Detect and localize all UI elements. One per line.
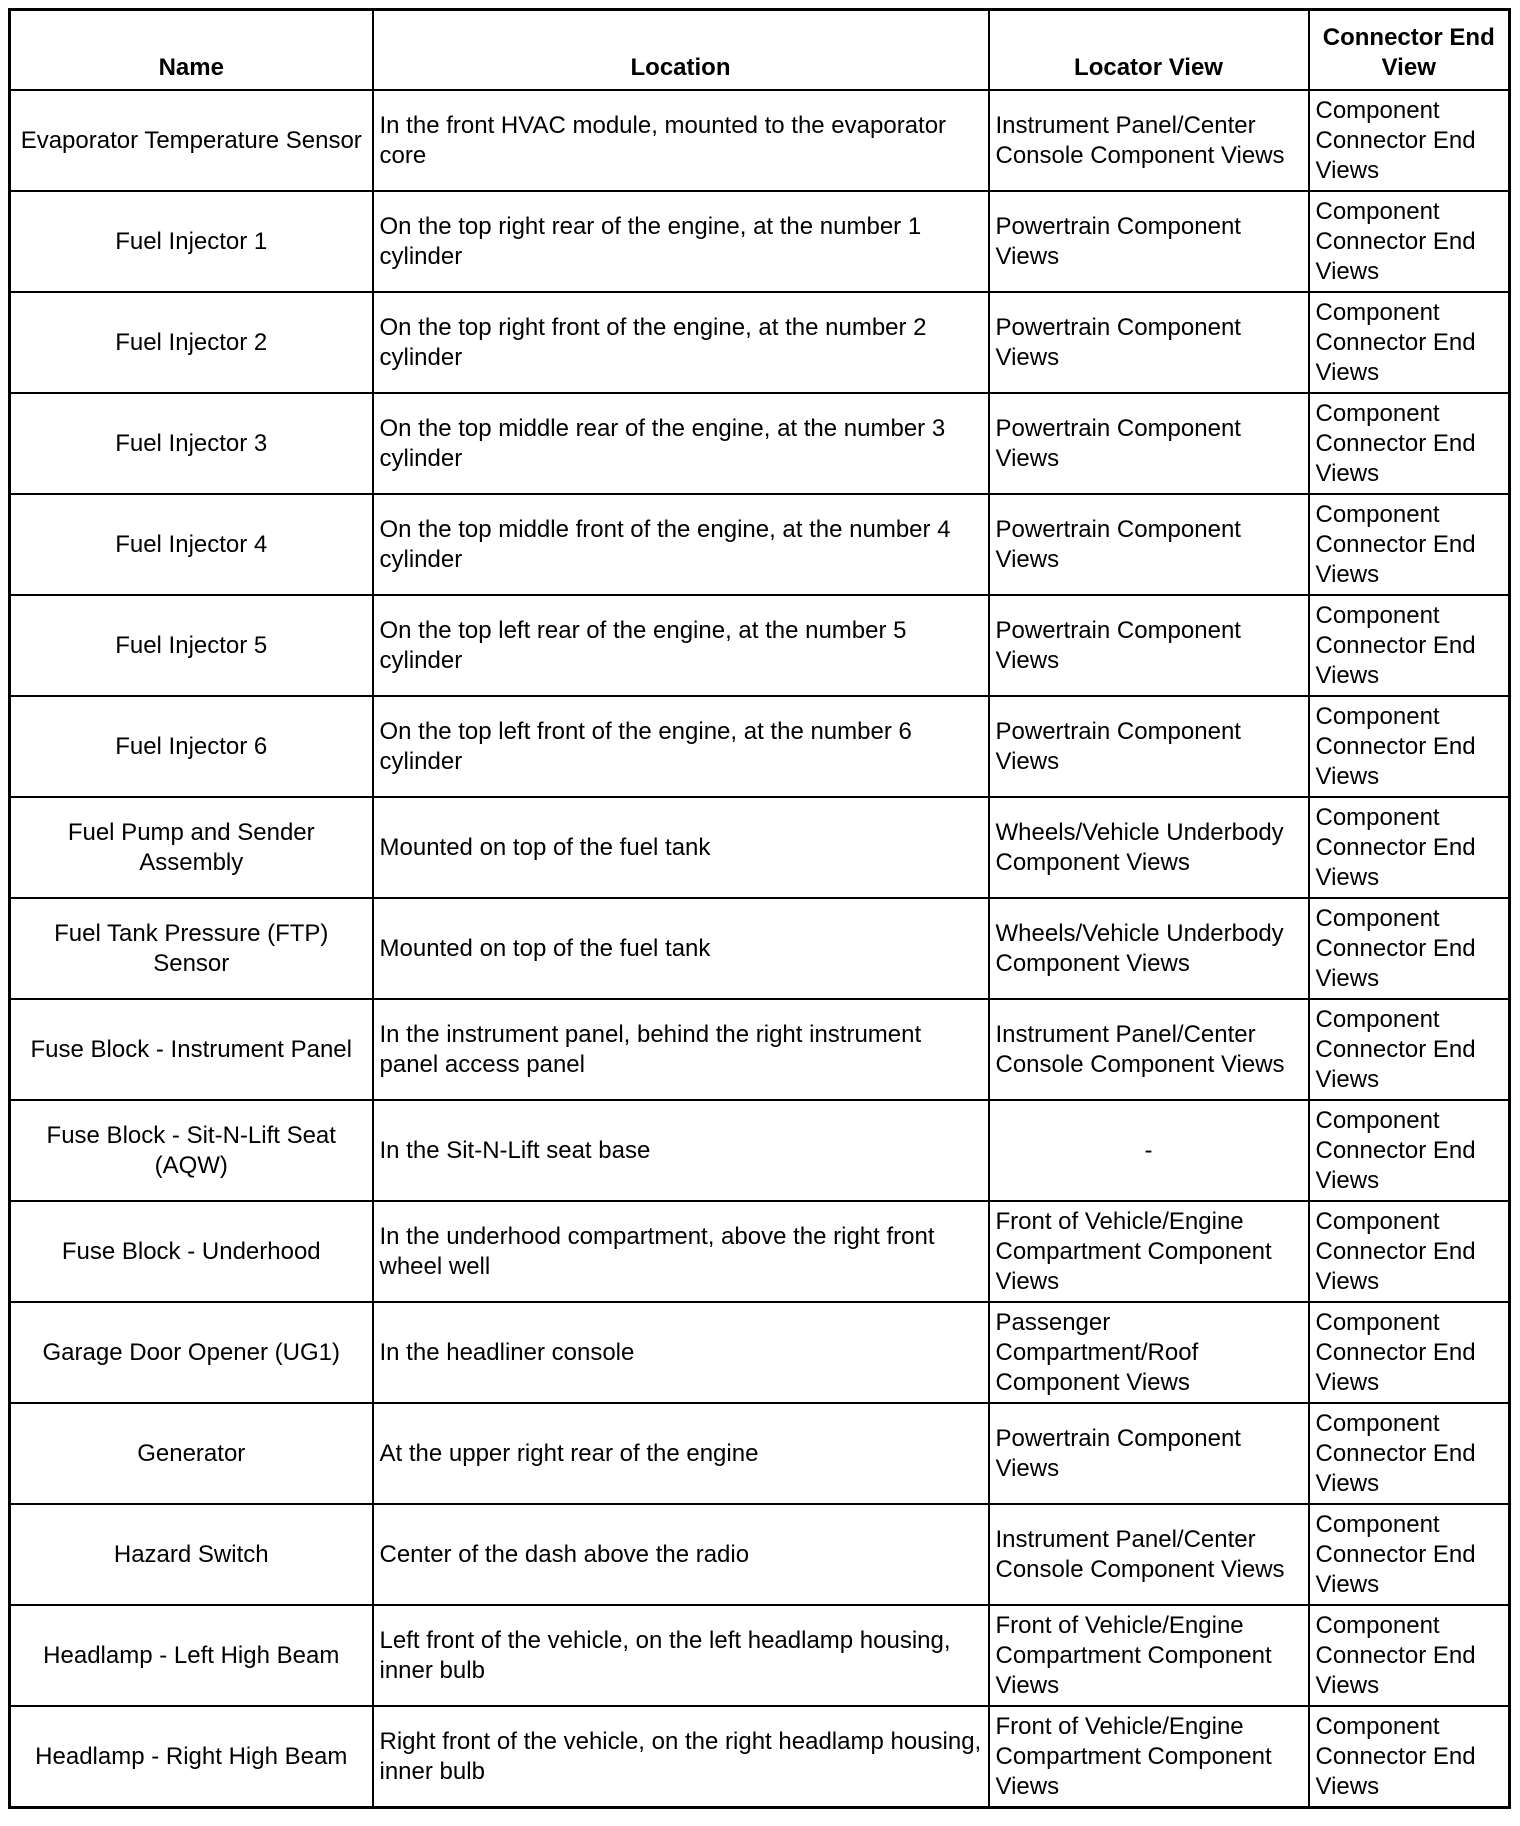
cell-location: On the top middle rear of the engine, at the number 3 cylinder: [373, 393, 989, 494]
cell-location: Left front of the vehicle, on the left headlamp housing, inner bulb: [373, 1605, 989, 1706]
cell-location: At the upper right rear of the engine: [373, 1403, 989, 1504]
cell-connector-end-view: Component Connector End Views: [1309, 999, 1510, 1100]
cell-location: Mounted on top of the fuel tank: [373, 797, 989, 898]
cell-name: Fuel Injector 4: [10, 494, 373, 595]
cell-locator-view: -: [989, 1100, 1309, 1201]
cell-connector-end-view: Component Connector End Views: [1309, 1403, 1510, 1504]
cell-locator-view: Front of Vehicle/Engine Compartment Component Views: [989, 1201, 1309, 1302]
table-row: [10, 1605, 1510, 1706]
table-header-row: [10, 10, 1510, 91]
cell-locator-view: Wheels/Vehicle Underbody Component Views: [989, 797, 1309, 898]
cell-connector-end-view: Component Connector End Views: [1309, 292, 1510, 393]
cell-location: In the instrument panel, behind the right instrument panel access panel: [373, 999, 989, 1100]
cell-locator-view: Wheels/Vehicle Underbody Component Views: [989, 898, 1309, 999]
cell-location: In the front HVAC module, mounted to the evaporator core: [373, 90, 989, 191]
component-locator-table: [8, 8, 1511, 1809]
cell-locator-view: Passenger Compartment/Roof Component Views: [989, 1302, 1309, 1403]
cell-locator-view: Front of Vehicle/Engine Compartment Component Views: [989, 1605, 1309, 1706]
cell-connector-end-view: Component Connector End Views: [1309, 1605, 1510, 1706]
cell-name: Fuel Injector 1: [10, 191, 373, 292]
cell-name: Fuse Block - Instrument Panel: [10, 999, 373, 1100]
cell-connector-end-view: Component Connector End Views: [1309, 1706, 1510, 1808]
table-row: [10, 1403, 1510, 1504]
cell-location: Mounted on top of the fuel tank: [373, 898, 989, 999]
cell-name: Hazard Switch: [10, 1504, 373, 1605]
cell-location: In the Sit-N-Lift seat base: [373, 1100, 989, 1201]
table-body: [10, 90, 1510, 1808]
cell-locator-view: Front of Vehicle/Engine Compartment Component Views: [989, 1706, 1309, 1808]
cell-connector-end-view: Component Connector End Views: [1309, 1302, 1510, 1403]
table-row: [10, 797, 1510, 898]
cell-connector-end-view: Component Connector End Views: [1309, 595, 1510, 696]
cell-location: On the top right front of the engine, at the number 2 cylinder: [373, 292, 989, 393]
table-row: [10, 696, 1510, 797]
cell-location: On the top left rear of the engine, at the number 5 cylinder: [373, 595, 989, 696]
cell-location: On the top right rear of the engine, at the number 1 cylinder: [373, 191, 989, 292]
cell-connector-end-view: Component Connector End Views: [1309, 797, 1510, 898]
cell-connector-end-view: Component Connector End Views: [1309, 1100, 1510, 1201]
cell-name: Fuel Tank Pressure (FTP) Sensor: [10, 898, 373, 999]
cell-connector-end-view: Component Connector End Views: [1309, 494, 1510, 595]
table-row: [10, 393, 1510, 494]
cell-location: Right front of the vehicle, on the right headlamp housing, inner bulb: [373, 1706, 989, 1808]
table-row: [10, 898, 1510, 999]
component-locator-table-wrapper: [8, 8, 1508, 1809]
cell-connector-end-view: Component Connector End Views: [1309, 393, 1510, 494]
cell-connector-end-view: Component Connector End Views: [1309, 90, 1510, 191]
table-row: [10, 595, 1510, 696]
table-row: [10, 999, 1510, 1100]
table-row: [10, 1100, 1510, 1201]
cell-locator-view: Powertrain Component Views: [989, 191, 1309, 292]
cell-location: On the top middle front of the engine, at the number 4 cylinder: [373, 494, 989, 595]
cell-locator-view: Instrument Panel/Center Console Component Views: [989, 1504, 1309, 1605]
table-row: [10, 494, 1510, 595]
cell-location: Center of the dash above the radio: [373, 1504, 989, 1605]
cell-locator-view: Powertrain Component Views: [989, 393, 1309, 494]
cell-locator-view: Powertrain Component Views: [989, 292, 1309, 393]
cell-locator-view: Powertrain Component Views: [989, 696, 1309, 797]
cell-name: Fuse Block - Underhood: [10, 1201, 373, 1302]
cell-locator-view: Powertrain Component Views: [989, 595, 1309, 696]
cell-connector-end-view: Component Connector End Views: [1309, 191, 1510, 292]
header-name: Name: [10, 10, 373, 91]
cell-locator-view: Instrument Panel/Center Console Component Views: [989, 90, 1309, 191]
cell-name: Fuel Pump and Sender Assembly: [10, 797, 373, 898]
cell-name: Fuel Injector 5: [10, 595, 373, 696]
cell-location: On the top left front of the engine, at the number 6 cylinder: [373, 696, 989, 797]
cell-connector-end-view: Component Connector End Views: [1309, 1504, 1510, 1605]
cell-name: Garage Door Opener (UG1): [10, 1302, 373, 1403]
cell-connector-end-view: Component Connector End Views: [1309, 1201, 1510, 1302]
cell-locator-view: Powertrain Component Views: [989, 494, 1309, 595]
table-row: [10, 1504, 1510, 1605]
cell-location: In the underhood compartment, above the right front wheel well: [373, 1201, 989, 1302]
cell-connector-end-view: Component Connector End Views: [1309, 898, 1510, 999]
cell-name: Headlamp - Right High Beam: [10, 1706, 373, 1808]
header-connector-end-view: Connector End View: [1309, 10, 1510, 91]
header-location: Location: [373, 10, 989, 91]
cell-name: Fuel Injector 2: [10, 292, 373, 393]
table-row: [10, 1201, 1510, 1302]
table-row: [10, 1706, 1510, 1808]
table-row: [10, 1302, 1510, 1403]
cell-name: Headlamp - Left High Beam: [10, 1605, 373, 1706]
table-row: [10, 90, 1510, 191]
header-locator-view: Locator View: [989, 10, 1309, 91]
cell-name: Fuse Block - Sit-N-Lift Seat (AQW): [10, 1100, 373, 1201]
cell-name: Fuel Injector 3: [10, 393, 373, 494]
cell-location: In the headliner console: [373, 1302, 989, 1403]
cell-locator-view: Instrument Panel/Center Console Component Views: [989, 999, 1309, 1100]
table-row: [10, 191, 1510, 292]
cell-locator-view: Powertrain Component Views: [989, 1403, 1309, 1504]
cell-name: Evaporator Temperature Sensor: [10, 90, 373, 191]
table-row: [10, 292, 1510, 393]
cell-name: Fuel Injector 6: [10, 696, 373, 797]
cell-connector-end-view: Component Connector End Views: [1309, 696, 1510, 797]
cell-name: Generator: [10, 1403, 373, 1504]
